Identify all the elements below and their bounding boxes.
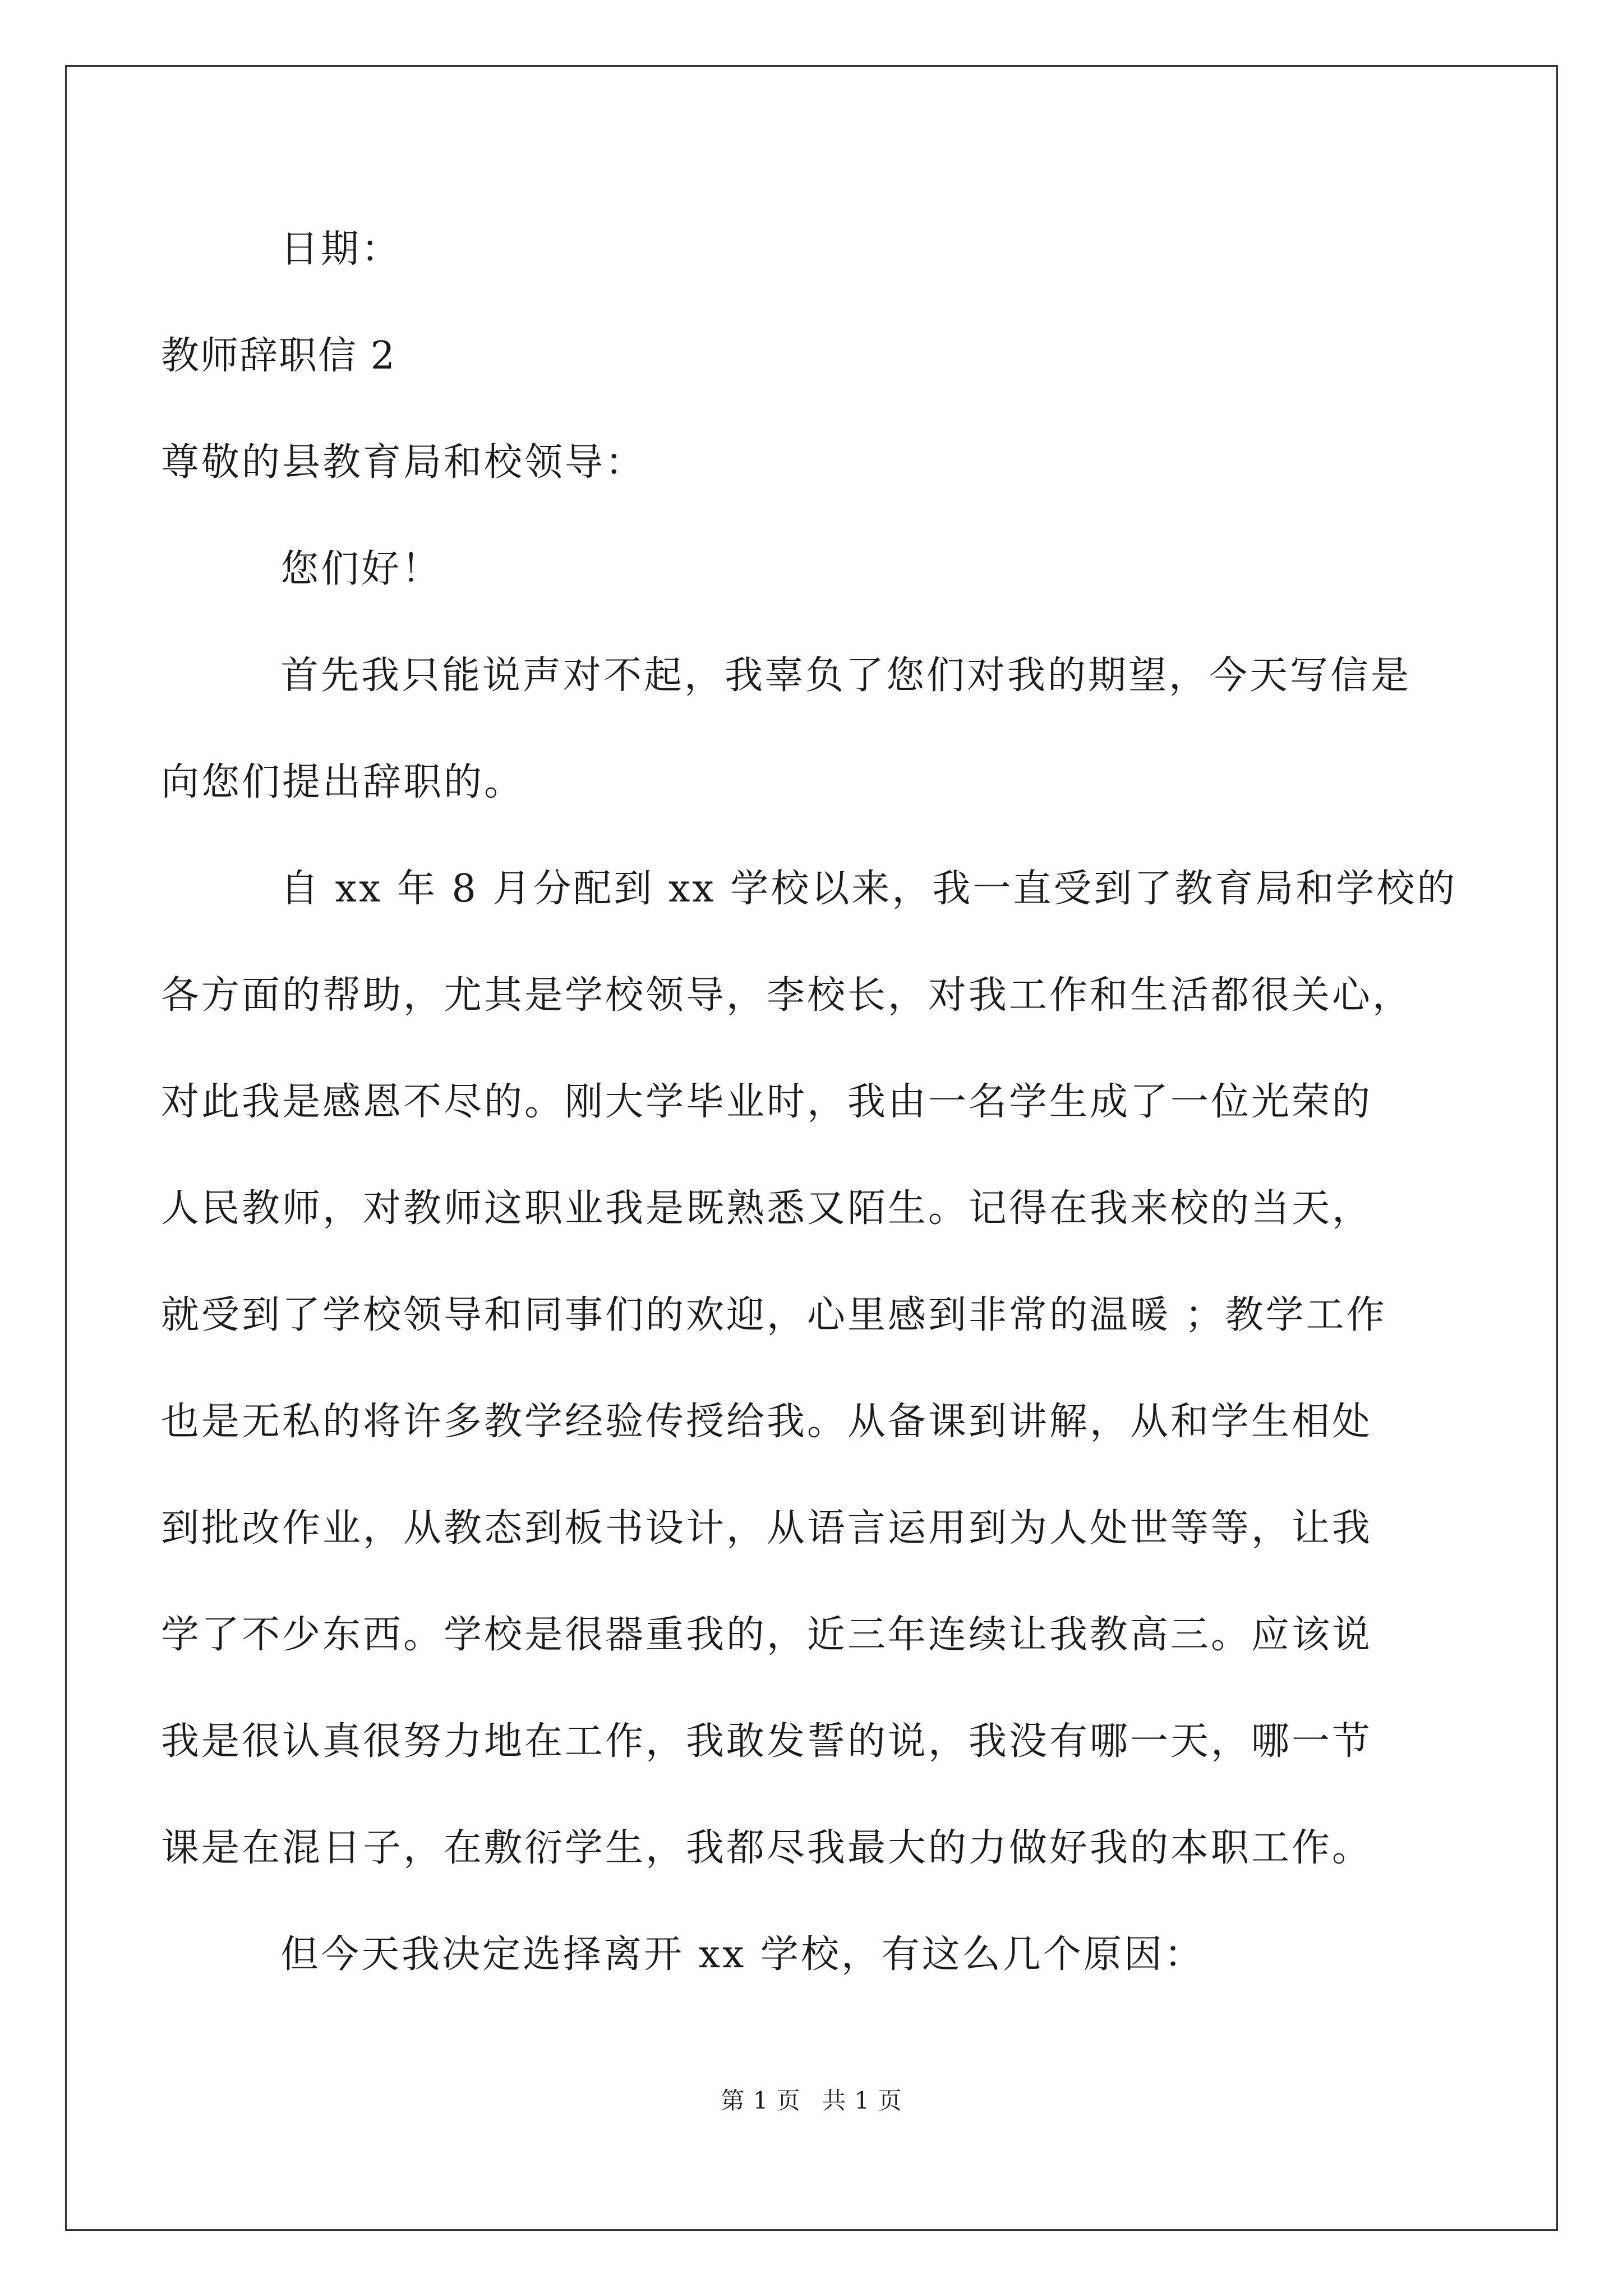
- body-line: 学了不少东西。学校是很器重我的，近三年连续让我教高三。应该说: [161, 1613, 1373, 1657]
- body-line: 我是很认真很努力地在工作，我敢发誓的说，我没有哪一天，哪一节: [161, 1719, 1373, 1764]
- page-number: 第 1 页: [721, 2087, 801, 2114]
- letter-title: 教师辞职信 2: [161, 334, 396, 378]
- body-line: 也是无私的将许多教学经验传授给我。从备课到讲解，从和学生相处: [161, 1400, 1373, 1444]
- body-line: 但今天我决定选择离开 xx 学校，有这么几个原因：: [280, 1932, 1205, 1977]
- body-line: 对此我是感恩不尽的。刚大学毕业时，我由一名学生成了一位光荣的: [161, 1080, 1373, 1124]
- body-line: 人民教师，对教师这职业我是既熟悉又陌生。记得在我来校的当天，: [161, 1186, 1373, 1231]
- date-label: 日期：: [280, 227, 402, 272]
- page-frame: [65, 65, 1558, 2231]
- greeting: 您们好！: [280, 547, 442, 591]
- body-line: 就受到了学校领导和同事们的欢迎，心里感到非常的温暖 ；教学工作: [161, 1293, 1387, 1337]
- body-line: 课是在混日子，在敷衍学生，我都尽我最大的力做好我的本职工作。: [161, 1826, 1373, 1870]
- body-line: 首先我只能说声对不起，我辜负了您们对我的期望，今天写信是: [280, 654, 1412, 698]
- page-footer: [0, 2084, 1623, 2118]
- body-line: 向您们提出辞职的。: [161, 760, 525, 804]
- body-line: 自 xx 年 8 月分配到 xx 学校以来，我一直受到了教育局和学校的: [280, 867, 1458, 911]
- body-line: 各方面的帮助，尤其是学校领导，李校长，对我工作和生活都很关心，: [161, 973, 1413, 1018]
- page-total: 共 1 页: [822, 2087, 902, 2114]
- salutation: 尊敬的县教育局和校领导：: [161, 440, 646, 485]
- body-line: 到批改作业，从教态到板书设计，从语言运用到为人处世等等，让我: [161, 1506, 1373, 1550]
